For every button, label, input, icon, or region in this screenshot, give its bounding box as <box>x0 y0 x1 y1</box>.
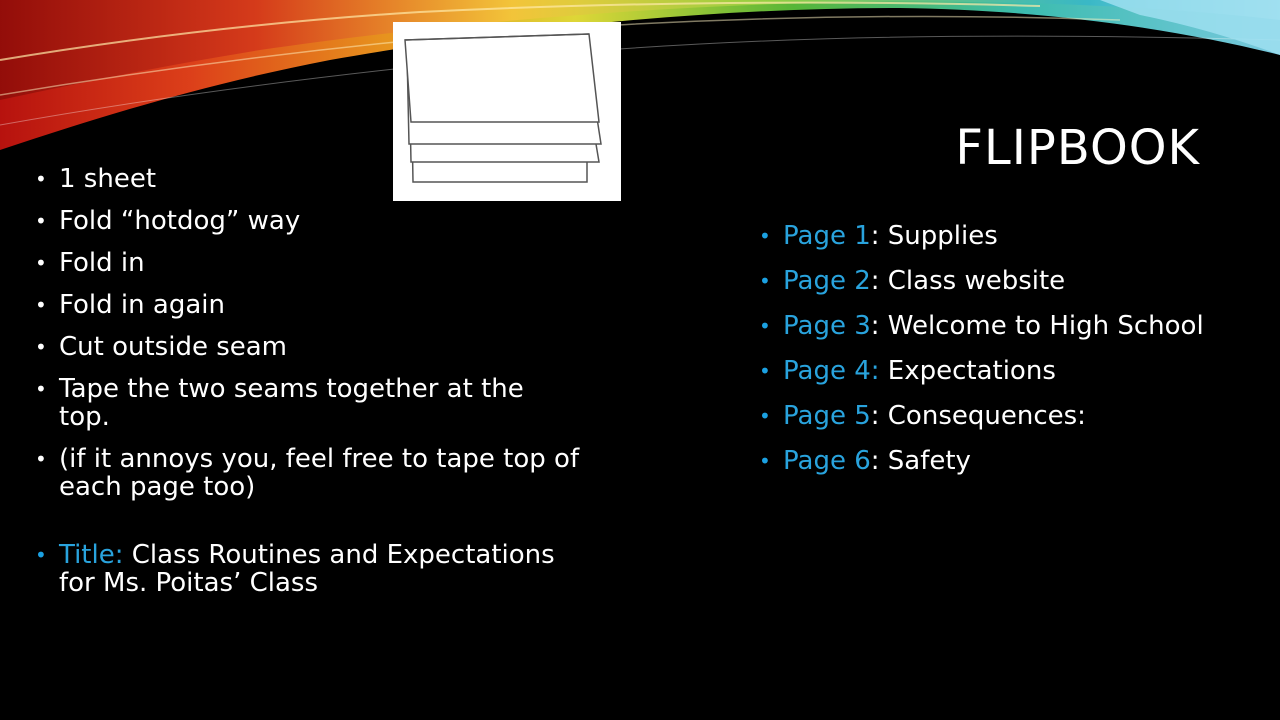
page-label: Page 5 <box>783 401 871 431</box>
page-label: Page 2 <box>783 266 871 296</box>
page-text: : Class website <box>870 266 1066 296</box>
list-item: • Fold in again <box>35 291 580 319</box>
page-label: Page 6 <box>783 446 871 476</box>
list-item: • (if it annoys you, feel free to tape top of each page too) <box>35 445 580 501</box>
page-item <box>759 402 1229 430</box>
page-label: Page 4: <box>783 356 880 386</box>
page-text: : Consequences: <box>870 401 1086 431</box>
page-label: Page 3 <box>783 311 871 341</box>
pages-list <box>759 222 1229 492</box>
slide-title: FLIPBOOK <box>955 120 1200 176</box>
title-list-item <box>35 541 580 597</box>
list-item: • 1 sheet <box>35 165 580 193</box>
list-item: • Fold “hotdog” way <box>35 207 580 235</box>
page-text: Expectations <box>879 356 1056 386</box>
page-text: : Safety <box>870 446 971 476</box>
list-item: • Cut outside seam <box>35 333 580 361</box>
page-label: Page 1 <box>783 221 871 251</box>
instructions-list <box>35 165 580 611</box>
title-label: Title: <box>59 540 124 570</box>
list-item: • Fold in <box>35 249 580 277</box>
page-item <box>759 447 1229 475</box>
page-item <box>759 222 1229 250</box>
page-text: : Welcome to High School <box>870 311 1204 341</box>
page-item <box>759 267 1229 295</box>
page-item <box>759 312 1229 340</box>
list-item: • Tape the two seams together at the top. <box>35 375 580 431</box>
title-text: Class Routines and Expectations for Ms. Poitas’ Class <box>59 540 555 598</box>
page-text: : Supplies <box>870 221 998 251</box>
page-item <box>759 357 1229 385</box>
